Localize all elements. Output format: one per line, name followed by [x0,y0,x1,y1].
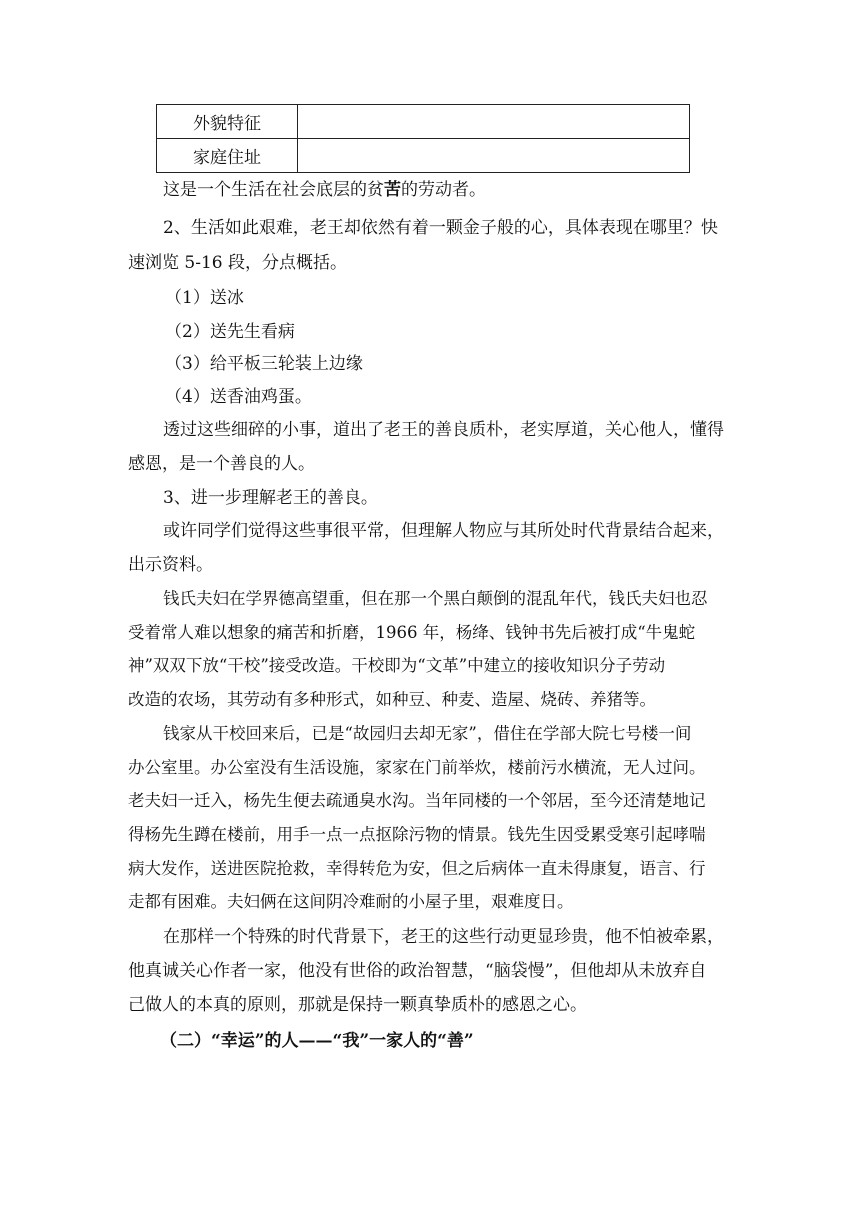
table-value [298,105,690,139]
table-row [157,139,690,173]
question-3: 3、进一步理解老王的善良。 [163,488,378,508]
summary-text-end: 的劳动者。 [401,180,486,200]
intro-line-1: 或许同学们觉得这些事很平常，但理解人物应与其所处时代背景结合起来， [163,521,724,541]
section-heading: （二）“幸运”的人——“我”一家人的“善” [160,1031,474,1051]
summary-line [163,173,775,207]
material-2-line: 病大发作，送进医院抢救，幸得转危为安，但之后病体一直未得康复，语言、行 [128,859,706,878]
table-label: 家庭住址 [157,139,298,173]
question-2-line-2: 速浏览 5-16 段，分点概括。 [128,253,347,273]
table-row [157,105,690,139]
conclusion-line-2: 感恩，是一个善良的人。 [128,454,315,474]
material-1-line: 受着常人难以想象的痛苦和折磨，1966 年，杨绛、钱钟书先后被打成“牛鬼蛇 [128,623,696,642]
summary-bold: 苦 [384,180,401,200]
material-1-line: 钱氏夫妇在学界德高望重，但在那一个黑白颠倒的混乱年代，钱氏夫妇也忍 [163,589,708,608]
summary-text: 这是一个生活在社会底层的贫 [163,180,384,200]
point-item: （2）送先生看病 [165,322,295,342]
analysis-line: 在那样一个特殊的时代背景下，老王的这些行动更显珍贵，他不怕被牵累， [163,927,724,947]
material-2-line: 老夫妇一迁入，杨先生便去疏通臭水沟。当年同楼的一个邻居，至今还清楚地记 [128,791,706,810]
material-2-line: 走都有困难。夫妇俩在这间阴冷难耐的小屋子里，艰难度日。 [128,892,574,911]
intro-line-2: 出示资料。 [128,555,213,575]
analysis-line: 己做人的本真的原则，那就是保持一颗真挚质朴的感恩之心。 [128,995,587,1015]
point-item: （4）送香油鸡蛋。 [165,387,312,407]
table-label: 外貌特征 [157,105,298,139]
material-2-line: 得杨先生蹲在楼前，用手一点一点抠除污物的情景。钱先生因受累受寒引起哮喘 [128,825,706,844]
analysis-line: 他真诚关心作者一家，他没有世俗的政治智慧，“脑袋慢”，但他却从未放弃自 [128,961,707,981]
material-1-line: 神”双双下放“干校”接受改造。干校即为“文革”中建立的接收知识分子劳动 [128,656,666,675]
material-2-line: 钱家从干校回来后，已是“故园归去却无家”，借住在学部大院七号楼一间 [163,724,692,743]
material-1-line: 改造的农场，其劳动有多种形式，如种豆、种麦、造屋、烧砖、养猪等。 [128,690,656,709]
conclusion-line-1: 透过这些细碎的小事，道出了老王的善良质朴，老实厚道，关心他人，懂得 [163,420,724,440]
point-item: （3）给平板三轮装上边缘 [165,354,363,374]
material-2-line: 办公室里。办公室没有生活设施，家家在门前举炊，楼前污水横流，无人过问。 [128,758,706,777]
question-2-line-1: 2、生活如此艰难，老王却依然有着一颗金子般的心，具体表现在哪里？快 [163,218,718,238]
table-value [298,139,690,173]
info-table [156,104,690,173]
point-item: （1）送冰 [165,288,244,308]
